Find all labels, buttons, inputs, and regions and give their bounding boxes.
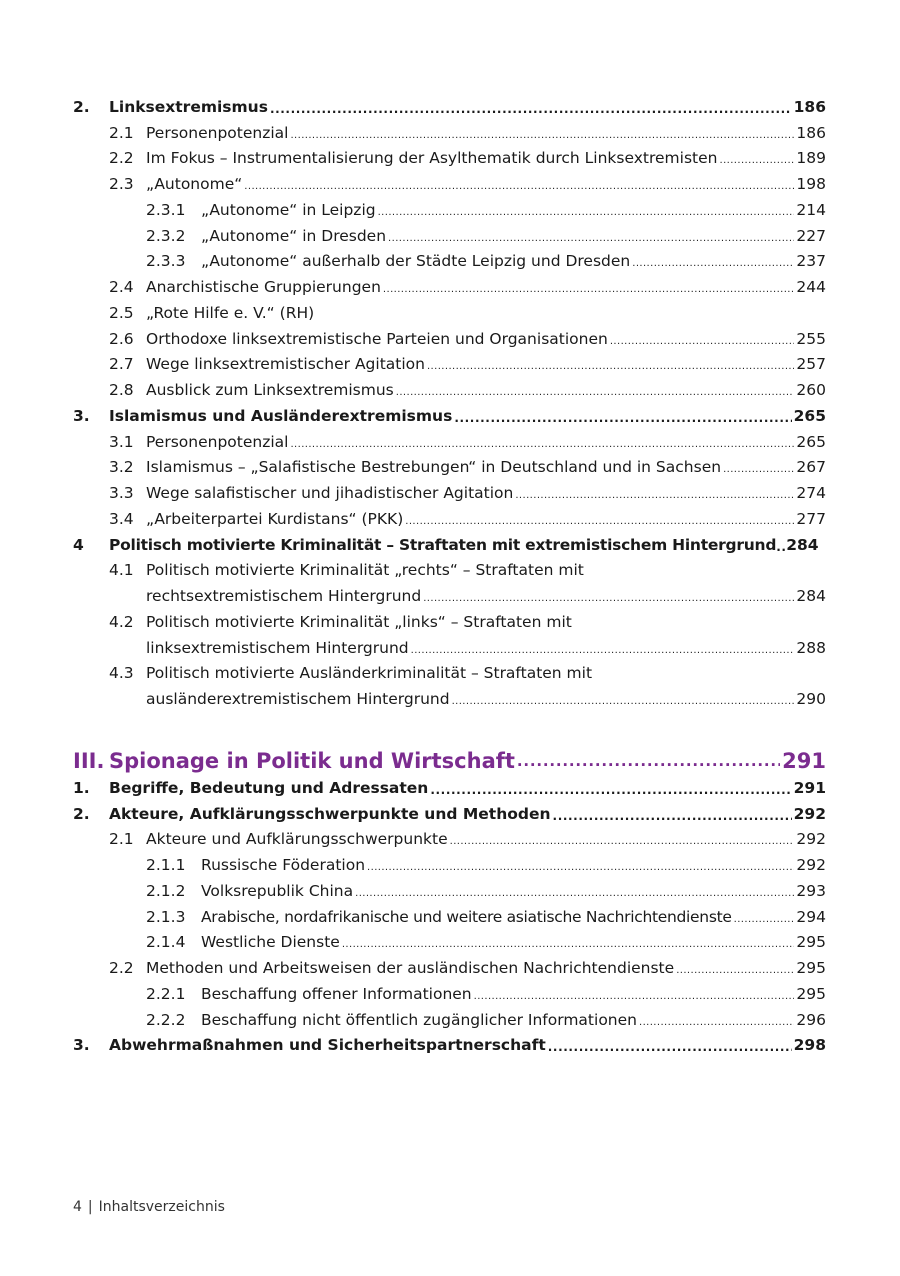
toc-page: 244 [796, 278, 826, 296]
toc-title: Anarchistische Gruppierungen [146, 278, 381, 296]
toc-title: Personenpotenzial [146, 123, 289, 142]
toc-number: 2.4 [109, 278, 134, 296]
toc-title-line1: Politisch motivierte Kriminalität „rechts“ – Straftaten mit [146, 561, 584, 580]
toc-title: „Arbeiterpartei Kurdistans“ (PKK) [146, 509, 404, 528]
toc-number: 4.2 [109, 612, 134, 631]
leader-dots [723, 463, 794, 477]
toc-entry-III-2-2[interactable] [73, 954, 826, 980]
toc-number: 2.1.2 [146, 881, 186, 900]
toc-number: III. [73, 749, 105, 773]
toc-page: 296 [796, 1010, 826, 1029]
toc-page: 227 [796, 226, 826, 245]
toc-entry-3-2[interactable] [73, 454, 826, 480]
toc-entry-4-3[interactable] [73, 660, 826, 712]
toc-title: Begriffe, Bedeutung und Adressaten [109, 778, 429, 797]
toc-number: 2.2 [109, 149, 134, 168]
toc-title-line1: Politisch motivierte Kriminalität „links“ – Straftaten mit [146, 612, 572, 631]
toc-number: 2.2.1 [146, 984, 186, 1003]
toc-page: 237 [796, 252, 826, 271]
table-of-contents [73, 93, 826, 1057]
leader-dots [378, 206, 795, 220]
toc-page: 274 [796, 484, 826, 502]
toc-number: 2. [73, 804, 90, 823]
toc-entry-4-2[interactable] [73, 608, 826, 660]
toc-entry-4[interactable] [73, 531, 826, 557]
toc-page: 198 [796, 175, 826, 193]
toc-number: 3. [73, 1036, 90, 1055]
toc-entry-III-2-1-3[interactable] [73, 903, 826, 929]
toc-page: 255 [796, 329, 826, 348]
toc-entry-III-2-1-4[interactable] [73, 929, 826, 955]
leader-dots [734, 913, 795, 927]
toc-page: 294 [796, 907, 826, 926]
leader-dots [553, 809, 792, 824]
toc-number: 2.1 [109, 830, 134, 849]
toc-page: 292 [796, 856, 826, 874]
toc-number: 2.3.3 [146, 252, 186, 271]
toc-entry-III-2-2-2[interactable] [73, 1006, 826, 1032]
toc-entry-2-3-3[interactable] [73, 248, 826, 274]
toc-title: „Autonome“ [146, 175, 243, 193]
toc-page: 295 [796, 959, 826, 977]
toc-page: 291 [782, 749, 826, 773]
leader-dots [423, 592, 794, 606]
toc-number: 2.3 [109, 175, 134, 193]
toc-number: 2.1.3 [146, 907, 186, 926]
toc-number: 2.7 [109, 355, 134, 374]
leader-dots [515, 489, 794, 503]
toc-page: 189 [796, 149, 826, 168]
toc-number: 2.3.2 [146, 226, 186, 245]
leader-dots [610, 335, 795, 349]
toc-title: „Autonome“ in Leipzig [201, 200, 376, 219]
toc-part-III[interactable] [73, 737, 826, 774]
leader-dots [396, 386, 795, 400]
leader-dots [450, 835, 795, 849]
toc-title: Orthodoxe linksextremistische Parteien und Organisationen [146, 329, 608, 348]
toc-number: 3.4 [109, 509, 134, 528]
toc-entry-2-3-1[interactable] [73, 196, 826, 222]
toc-entry-3-1[interactable] [73, 428, 826, 454]
toc-entry-2-6[interactable] [73, 325, 826, 351]
toc-page: 284 [796, 587, 826, 605]
toc-entry-III-2-1-1[interactable] [73, 851, 826, 877]
toc-title: Russische Föderation [201, 856, 366, 874]
toc-page: 290 [796, 690, 826, 708]
leader-dots [411, 644, 795, 658]
toc-entry-2-7[interactable] [73, 351, 826, 377]
toc-page: 267 [796, 458, 826, 477]
leader-dots [430, 783, 791, 798]
toc-page: 257 [796, 355, 826, 374]
toc-title: Spionage in Politik und Wirtschaft [109, 749, 515, 773]
leader-dots [452, 695, 795, 709]
toc-number: 2.8 [109, 381, 134, 399]
toc-title-line2: ausländerextremistischem Hintergrund [146, 690, 450, 708]
toc-title: Wege salafistischer und jihadistischer Agitation [146, 484, 514, 502]
toc-page: 298 [793, 1036, 826, 1055]
leader-dots [427, 360, 794, 374]
toc-number: 2. [73, 97, 90, 116]
toc-entry-2-3[interactable] [73, 170, 826, 196]
leader-dots [719, 154, 794, 168]
toc-title-line2: linksextremistischem Hintergrund [146, 638, 409, 657]
toc-page: 288 [796, 638, 826, 657]
toc-page: 293 [796, 881, 826, 900]
toc-entry-III-1[interactable] [73, 774, 826, 800]
toc-number: 2.2 [109, 959, 134, 977]
toc-number: 3.2 [109, 458, 134, 477]
toc-title: Arabische, nordafrikanische und weitere asiatische Nachrichtendienste [201, 907, 732, 926]
leader-dots [474, 990, 795, 1004]
toc-title: „Rote Hilfe e. V.“ (RH) [146, 303, 315, 322]
leader-dots [367, 861, 794, 875]
toc-page: 277 [796, 509, 826, 528]
toc-entry-III-3[interactable] [73, 1032, 826, 1058]
toc-number: 4.1 [109, 561, 134, 580]
toc-page: 186 [796, 123, 826, 142]
toc-page: 292 [796, 830, 826, 849]
toc-number: 2.1.1 [146, 856, 186, 874]
footer-page-number: 4 [73, 1199, 82, 1215]
leader-dots [632, 257, 794, 271]
toc-title: Akteure und Aufklärungsschwerpunkte [146, 830, 448, 849]
toc-number: 2.3.1 [146, 200, 186, 219]
toc-entry-2-5[interactable] [73, 299, 826, 325]
toc-number: 2.2.2 [146, 1010, 186, 1029]
toc-title-line1: Politisch motivierte Ausländerkriminalität – Straftaten mit [146, 664, 593, 683]
toc-entry-3-3[interactable] [73, 479, 826, 505]
toc-title: Linksextremismus [109, 97, 268, 116]
toc-entry-4-1[interactable] [73, 557, 826, 609]
leader-dots [676, 964, 794, 978]
leader-dots [388, 232, 794, 246]
toc-number: 3.1 [109, 432, 134, 451]
toc-number: 2.1.4 [146, 933, 186, 952]
toc-page: 295 [796, 984, 826, 1003]
toc-entry-2[interactable] [73, 93, 826, 119]
toc-page: 214 [796, 200, 826, 219]
toc-page: 284 [786, 535, 819, 554]
toc-entry-2-4[interactable] [73, 273, 826, 299]
leader-dots [405, 515, 794, 529]
toc-title: Wege linksextremistischer Agitation [146, 355, 425, 374]
leader-dots [454, 411, 791, 426]
toc-number: 3.3 [109, 484, 134, 502]
toc-title: Beschaffung nicht öffentlich zugänglicher Informationen [201, 1010, 637, 1029]
toc-title: „Autonome“ außerhalb der Städte Leipzig und Dresden [201, 252, 631, 271]
footer-label: Inhaltsverzeichnis [98, 1199, 225, 1215]
toc-title: Ausblick zum Linksextremismus [146, 381, 394, 399]
toc-entry-3[interactable] [73, 402, 826, 428]
toc-title: Methoden und Arbeitsweisen der ausländischen Nachrichtendienste [146, 959, 675, 977]
leader-dots [639, 1016, 794, 1030]
toc-entry-III-2-2-1[interactable] [73, 980, 826, 1006]
toc-title: Islamismus und Ausländerextremismus [109, 406, 453, 425]
toc-title: Islamismus – „Salafistische Bestrebungen“ in Deutschland und in Sachsen [146, 458, 722, 477]
toc-entry-2-3-2[interactable] [73, 222, 826, 248]
leader-dots [342, 938, 795, 952]
toc-entry-2-8[interactable] [73, 376, 826, 402]
toc-title: Im Fokus – Instrumentalisierung der Asylthematik durch Linksextremisten [146, 149, 718, 168]
toc-entry-III-2[interactable] [73, 800, 826, 826]
leader-dots [290, 129, 794, 143]
toc-page: 292 [793, 804, 826, 823]
toc-number: 2.1 [109, 123, 134, 142]
toc-entry-3-4[interactable] [73, 505, 826, 531]
leader-dots [270, 102, 792, 117]
toc-entry-III-2-1[interactable] [73, 826, 826, 852]
toc-number: 2.5 [109, 303, 134, 322]
toc-entry-III-2-1-2[interactable] [73, 877, 826, 903]
toc-page: 291 [793, 778, 826, 797]
toc-title-line2: rechtsextremistischem Hintergrund [146, 587, 422, 605]
toc-number: 4.3 [109, 664, 134, 683]
toc-title: Politisch motivierte Kriminalität – Straftaten mit extremistischem Hintergrund [109, 535, 777, 554]
toc-entry-2-2[interactable] [73, 145, 826, 171]
page-footer [73, 1199, 225, 1215]
toc-number: 2.6 [109, 329, 134, 348]
toc-page: 260 [796, 381, 826, 399]
toc-page: 265 [793, 406, 826, 425]
toc-number: 3. [73, 406, 90, 425]
toc-title: Personenpotenzial [146, 432, 289, 451]
toc-title: „Autonome“ in Dresden [201, 226, 387, 245]
leader-dots [776, 540, 786, 555]
toc-number: 1. [73, 778, 90, 797]
toc-title: Abwehrmaßnahmen und Sicherheitspartnerschaft [109, 1036, 546, 1055]
leader-dots [244, 180, 794, 194]
toc-title: Volksrepublik China [201, 881, 354, 900]
toc-title: Beschaffung offener Informationen [201, 984, 472, 1003]
toc-title: Westliche Dienste [201, 933, 340, 952]
leader-dots [548, 1040, 792, 1055]
toc-entry-2-1[interactable] [73, 119, 826, 145]
toc-page: 186 [793, 97, 826, 116]
leader-dots [290, 438, 794, 452]
toc-page: 295 [796, 933, 826, 952]
leader-dots [383, 283, 795, 297]
toc-page: 265 [796, 432, 826, 451]
toc-title: Akteure, Aufklärungsschwerpunkte und Methoden [109, 804, 551, 823]
footer-separator: | [87, 1199, 93, 1215]
section-spacer [73, 711, 826, 737]
toc-number: 4 [73, 535, 84, 554]
leader-dots [517, 751, 780, 771]
leader-dots [355, 887, 794, 901]
